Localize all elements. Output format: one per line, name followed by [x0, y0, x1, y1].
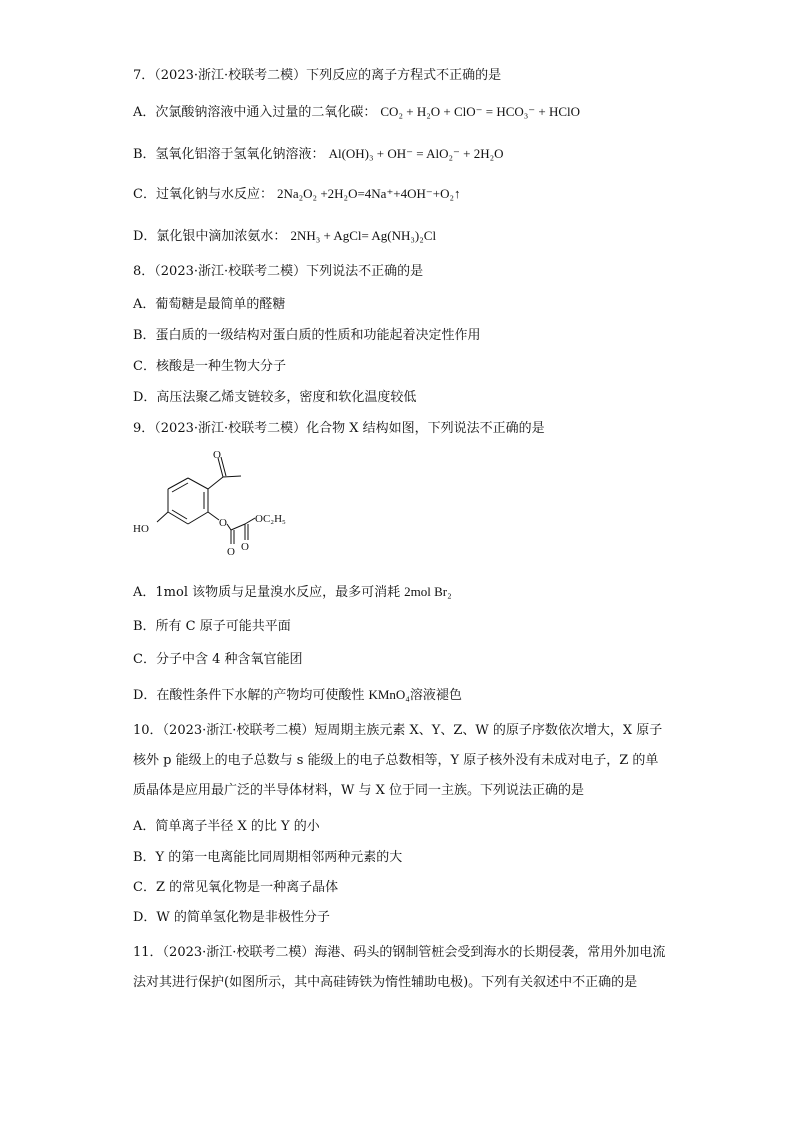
carbonyl-oxygen-label-2: O — [241, 541, 249, 553]
q9-option-a[interactable] — [133, 582, 673, 603]
q8-option-a[interactable]: A．葡萄糖是最简单的醛糖 — [133, 297, 286, 312]
q7-option-b[interactable] — [133, 144, 673, 165]
q7-option-d-text: D．氯化银中滴加浓氨水： — [133, 229, 287, 244]
ester-oxygen-label: O — [219, 517, 227, 529]
q7-option-b-equation: Al(OH)₃ + OH⁻ = AlO₂⁻ + 2H₂O — [328, 146, 504, 161]
ethoxy-label: OC₂H₅ — [255, 513, 286, 525]
q8-option-d[interactable]: D．高压法聚乙烯支链较多，密度和软化温度较低 — [133, 390, 417, 405]
q8-option-b[interactable]: B．蛋白质的一级结构对蛋白质的性质和功能起着决定性作用 — [133, 328, 481, 343]
q7-option-d-equation: 2NH₃ + AgCl= Ag(NH₃)₂Cl — [290, 228, 437, 243]
carbonyl-oxygen-label-1: O — [227, 546, 235, 556]
q7-option-d[interactable] — [133, 226, 673, 247]
q9-option-c[interactable]: C．分子中含 4 种含氧官能团 — [133, 652, 303, 667]
q9-option-d-tail: 溶液褪色 — [409, 688, 462, 703]
q7-option-c[interactable] — [133, 184, 673, 205]
q9-option-b[interactable]: B．所有 C 原子可能共平面 — [133, 619, 291, 634]
q10-option-b[interactable]: B．Y 的第一电离能比同周期相邻两种元素的大 — [133, 850, 403, 865]
q9-option-d-text: D．在酸性条件下水解的产物均可使酸性 — [133, 688, 365, 703]
q7-option-a-equation: CO₂ + H₂O + ClO⁻ = HCO₃⁻ + HClO — [380, 104, 581, 119]
q9-option-d-kmno4: KMnO₄ — [368, 687, 410, 702]
hydroxyl-label: HO — [133, 523, 149, 535]
q7-option-a-text: A．次氯酸钠溶液中通入过量的二氧化碳： — [133, 105, 377, 120]
q10-option-a[interactable]: A．简单离子半径 X 的比 Y 的小 — [133, 819, 320, 834]
q7-stem: 7．（2023·浙江·校联考二模）下列反应的离子方程式不正确的是 — [133, 68, 502, 83]
q10-option-c[interactable]: C．Z 的常见氧化物是一种离子晶体 — [133, 880, 339, 895]
q9-option-d[interactable] — [133, 685, 673, 706]
q9-stem: 9．（2023·浙江·校联考二模）化合物 X 结构如图，下列说法不正确的是 — [133, 421, 545, 436]
q10-stem: 10．（2023·浙江·校联考二模）短周期主族元素 X、Y、Z、W 的原子序数依次增大，X 原子核外 p 能级上的电子总数与 s 能级上的电子总数相等，Y 原子核外没有未成对电子，Z 的单质晶体是应用最广泛的半导体材料，W 与 X 位于同一主族。下列说法正确的是 — [133, 723, 663, 798]
q8-option-c[interactable]: C．核酸是一种生物大分子 — [133, 359, 286, 374]
q7-option-c-equation: 2Na₂O₂ +2H₂O=4Na⁺+4OH⁻+O₂↑ — [276, 186, 461, 201]
q8-stem: 8．（2023·浙江·校联考二模）下列说法不正确的是 — [133, 264, 424, 279]
q9-option-a-bromine: 2mol Br₂ — [404, 584, 452, 599]
q7-option-a[interactable] — [133, 102, 673, 123]
compound-x-structure — [133, 444, 303, 556]
q7-option-c-text: C．过氧化钠与水反应： — [133, 187, 273, 202]
q9-option-a-text: A．1mol 该物质与足量溴水反应，最多可消耗 — [133, 585, 401, 600]
acetyl-oxygen-label: O — [213, 449, 221, 461]
q11-stem: 11．（2023·浙江·校联考二模）海港、码头的钢制管桩会受到海水的长期侵袭，常用外加电流法对其进行保护(如图所示，其中高硅铸铁为惰性辅助电极)。下列有关叙述中不正确的是 — [133, 945, 666, 990]
q10-option-d[interactable]: D．W 的简单氢化物是非极性分子 — [133, 910, 330, 925]
q7-option-b-text: B．氢氧化铝溶于氢氧化钠溶液： — [133, 147, 325, 162]
